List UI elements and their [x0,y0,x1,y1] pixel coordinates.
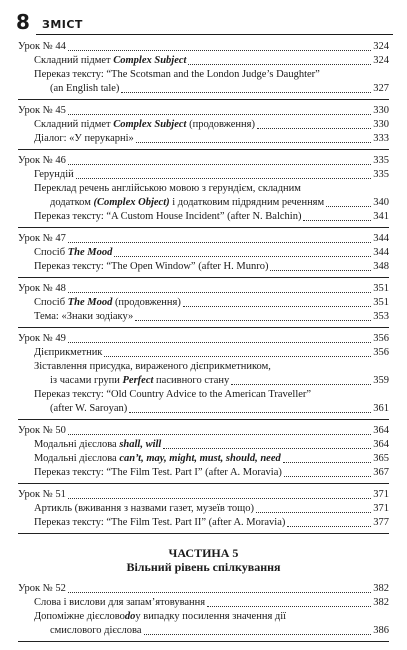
toc-entry[interactable] [18,466,389,480]
page-ref: 359 [373,375,389,386]
entry-text-part: і додатковим підрядним реченням [169,197,325,208]
entry-text [34,502,254,516]
toc-entry[interactable] [18,452,389,466]
entry-first-line [18,388,389,402]
lesson-block [18,40,389,100]
toc-entry[interactable] [18,402,389,416]
entry-text-part: Переказ тексту: “The Open Window” (after H. Munro) [34,261,269,272]
page-ref: 351 [373,283,389,294]
part-title: ЧАСТИНА 5 [168,546,239,560]
dot-leader [121,92,371,93]
toc-entry[interactable] [18,118,389,132]
toc-entry[interactable] [18,296,389,310]
toc-entry[interactable] [18,438,389,452]
entry-text-part: Модальні дієслова [34,439,120,450]
entry-emphasis: do [124,611,136,622]
entry-text [18,154,66,168]
toc-entry[interactable] [18,502,389,516]
entry-text-part: Дієприкметник [34,347,103,358]
entry-text-part: Герундій [34,169,74,180]
entry-text [34,346,102,360]
entry-emphasis: Perfect [122,375,154,386]
entry-text-part: Складний підмет [34,55,114,66]
page-number: 8 [16,10,30,34]
entry-text [50,82,119,96]
dot-leader [104,356,371,357]
page-ref: 340 [373,197,389,208]
entry-text-part: додатком [50,197,94,208]
lesson-heading[interactable] [18,582,389,596]
entry-text [34,260,268,274]
page-ref: 324 [373,55,389,66]
entry-text-part: смислового дієслова [50,625,142,636]
dot-leader [326,206,371,207]
toc-entry[interactable] [18,54,389,68]
dot-leader [163,448,371,449]
page-ref: 377 [373,517,389,528]
page-ref: 364 [373,425,389,436]
toc-entry[interactable] [18,310,389,324]
dot-leader [207,606,371,607]
entry-text-part: Урок № 51 [18,489,66,500]
page-ref: 335 [373,155,389,166]
dot-leader [183,306,371,307]
dot-leader [231,384,371,385]
page-ref: 348 [373,261,389,272]
page-ref: 367 [373,467,389,478]
entry-text-part: Урок № 46 [18,155,66,166]
entry-text-part: Урок № 47 [18,233,66,244]
page-ref: 386 [373,625,389,636]
toc-entry[interactable] [18,516,389,530]
entry-text [34,596,205,610]
page-ref: 324 [373,41,389,52]
entry-text [18,582,66,596]
toc-entry[interactable] [18,82,389,96]
entry-emphasis: (Complex Object) [93,197,170,208]
entry-text-part: (продовження) [186,119,255,130]
entry-text-part: Переказ тексту: “The Film Test. Part II” (after A. Moravia) [34,517,286,528]
entry-text [34,246,112,260]
entry-text-part: (after W. Saroyan) [50,403,128,414]
entry-text [34,132,134,146]
entry-text-part: Переказ тексту: “The Film Test. Part I” (after A. Moravia) [34,467,282,478]
entry-text-part: Переказ тексту: “A Custom House Incident” (after N. Balchin) [34,211,302,222]
dot-leader [284,476,371,477]
entry-text [18,488,66,502]
page-ref: 330 [373,105,389,116]
dot-leader [135,320,371,321]
lesson-heading[interactable] [18,40,389,54]
entry-text [34,54,186,68]
entry-text [18,424,66,438]
dot-leader [144,634,372,635]
page-ref: 382 [373,597,389,608]
entry-text-part: Спосіб [34,297,68,308]
entry-text [50,374,229,388]
dot-leader [303,220,371,221]
entry-text-part: Діалог: «У перукарні» [34,133,134,144]
page-ref: 341 [373,211,389,222]
lesson-heading[interactable] [18,332,389,346]
entry-text [50,196,324,210]
dot-leader [114,256,371,257]
lesson-block [18,582,389,642]
page-ref: 371 [373,503,389,514]
entry-first-line [18,360,389,374]
entry-text-part: Урок № 50 [18,425,66,436]
entry-first-line [18,182,389,196]
entry-text-part: Урок № 49 [18,333,66,344]
entry-first-line [18,610,389,624]
entry-text-part: Артикль (вживання з назвами газет, музеїв тощо) [34,503,254,514]
lesson-heading[interactable] [18,488,389,502]
lesson-block [18,154,389,228]
entry-text [34,310,133,324]
entry-text [18,332,66,346]
toc-entry[interactable] [18,346,389,360]
entry-text [34,296,181,310]
dot-leader [257,128,371,129]
toc-entry[interactable] [18,210,389,224]
entry-text [18,282,66,296]
header-rule [36,34,393,35]
entry-text [18,40,66,54]
entry-text-part: Урок № 48 [18,283,66,294]
part-subtitle: Вільний рівень спілкування [126,560,281,574]
entry-text [34,168,74,182]
entry-text [34,516,285,530]
dot-leader [136,142,371,143]
entry-text [34,210,301,224]
entry-text-part: Спосіб [34,247,68,258]
entry-emphasis: shall, will [119,439,162,450]
entry-text-part: Слова і вислови для запам’ятовування [34,597,206,608]
entry-text-part: (an English tale) [50,83,120,94]
toc-entry[interactable] [18,374,389,388]
lesson-heading[interactable] [18,154,389,168]
lesson-heading[interactable] [18,282,389,296]
entry-text [34,466,282,480]
dot-leader [68,164,371,165]
dot-leader [129,412,371,413]
entry-text-part: Урок № 44 [18,41,66,52]
entry-text-part: Урок № 52 [18,583,66,594]
entry-text-part: Переклад речень англійською мовою з герундієм, складним [34,183,301,194]
entry-text-part: Переказ тексту: “The Scotsman and the London Judge’s Daughter” [34,69,320,80]
toc-entry[interactable] [18,260,389,274]
dot-leader [68,114,371,115]
dot-leader [68,592,371,593]
page-ref: 344 [373,247,389,258]
toc-entry[interactable] [18,132,389,146]
entry-text-part: Зіставлення присудка, вираженого дієприкметником, [34,361,271,372]
dot-leader [68,498,371,499]
page-ref: 364 [373,439,389,450]
dot-leader [287,526,371,527]
entry-text-part: із часами групи [50,375,123,386]
entry-text [18,232,66,246]
page-ref: 382 [373,583,389,594]
page-header [16,12,393,34]
entry-text-part: Переказ тексту: “Old Country Advice to the American Traveller” [34,389,312,400]
entry-text [50,402,127,416]
entry-emphasis: Complex Subject [113,119,187,130]
entry-first-line [18,68,389,82]
toc-entry[interactable] [18,596,389,610]
dot-leader [76,178,371,179]
page-ref: 353 [373,311,389,322]
dot-leader [188,64,371,65]
toc-entry[interactable] [18,246,389,260]
page-ref: 356 [373,347,389,358]
lesson-block [18,424,389,484]
page-ref: 356 [373,333,389,344]
page-ref: 371 [373,489,389,500]
lesson-heading[interactable] [18,232,389,246]
dot-leader [270,270,371,271]
entry-text [50,624,142,638]
page-ref: 344 [373,233,389,244]
lesson-block [18,332,389,420]
entry-text-part: Тема: «Знаки зодіаку» [34,311,134,322]
entry-text [18,104,66,118]
lesson-heading[interactable] [18,104,389,118]
page-ref: 327 [373,83,389,94]
entry-emphasis: The Mood [67,247,113,258]
page-ref: 351 [373,297,389,308]
entry-text-part: Модальні дієслова [34,453,120,464]
lesson-heading[interactable] [18,424,389,438]
toc-entry[interactable] [18,624,389,638]
page-ref: 365 [373,453,389,464]
entry-text-part: Урок № 45 [18,105,66,116]
dot-leader [256,512,371,513]
lesson-block [18,488,389,534]
lesson-block [18,104,389,150]
page-ref: 361 [373,403,389,414]
toc-entry[interactable] [18,168,389,182]
page-ref: 335 [373,169,389,180]
dot-leader [283,462,372,463]
entry-text [34,438,161,452]
entry-text-part: у випадку посилення значення дії [135,611,287,622]
part-heading [18,546,389,574]
dot-leader [68,292,371,293]
entry-text-part: Складний підмет [34,119,114,130]
lesson-block [18,282,389,328]
page-ref: 333 [373,133,389,144]
entry-text-part: Допоміжне дієслово [34,611,125,622]
table-of-contents [18,40,389,646]
toc-entry[interactable] [18,196,389,210]
entry-text-part: пасивного стану [153,375,230,386]
entry-emphasis: The Mood [67,297,113,308]
page-ref: 330 [373,119,389,130]
dot-leader [68,434,371,435]
entry-text-part: (продовження) [112,297,181,308]
dot-leader [68,242,371,243]
dot-leader [68,342,371,343]
entry-emphasis: Complex Subject [113,55,187,66]
lesson-block [18,232,389,278]
entry-emphasis: can’t, may, might, must, should, need [119,453,281,464]
entry-text [34,452,281,466]
entry-text [34,118,255,132]
section-title: ЗМІСТ [42,18,83,31]
dot-leader [68,50,371,51]
